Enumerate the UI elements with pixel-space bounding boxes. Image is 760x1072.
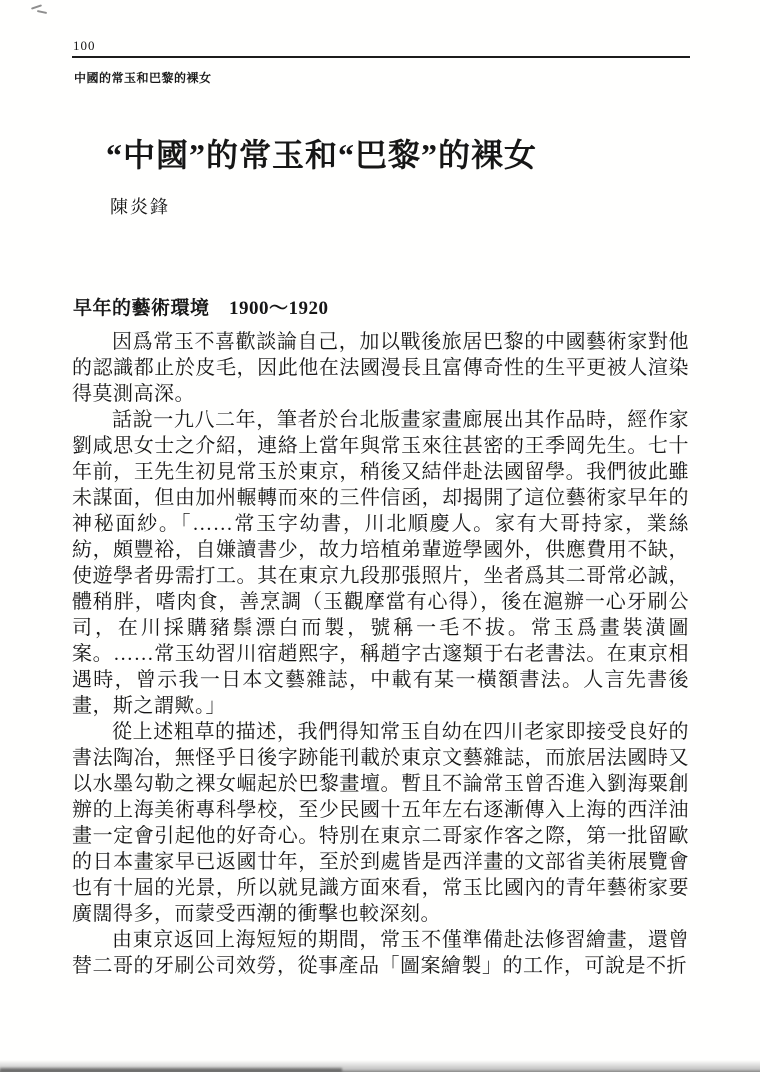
header-rule — [72, 56, 690, 58]
paragraph-4: 由東京返回上海短短的期間，常玉不僅準備赴法修習繪畫，還曾替二哥的牙刷公司效勞，從事產品「圖案繪製」的工作，可說是不折 — [72, 929, 689, 977]
paragraph-3: 從上述粗草的描述，我們得知常玉自幼在四川老家即接受良好的書法陶冶，無怪乎日後字跡能刊載於東京文藝雜誌，而旅居法國時又以水墨勾勒之裸女崛起於巴黎畫壇。暫且不論常玉曾否進入劉海粟創辦的上海美術專科學校，至少民國十五年左右逐漸傳入上海的西洋油畫一定會引起他的好奇心。特別在東京二哥家作客之際，第一批留歐的日本畫家早已返國廿年，至於到處皆是西洋畫的文部省美術展覽會也有十屆的光景，所以就見識方面來看，常玉比國內的青年藝術家要廣闊得多，而蒙受西潮的衝擊也較深刻。 — [72, 721, 689, 925]
section-heading: 早年的藝術環境 1900～1920 — [73, 298, 329, 319]
scan-mark-artifact — [30, 3, 50, 17]
author-name: 陳炎鋒 — [110, 197, 170, 217]
running-header: 中國的常玉和巴黎的裸女 — [74, 71, 212, 85]
article-body — [72, 329, 689, 979]
paragraph-2: 話說一九八二年，筆者於台北版畫家畫廊展出其作品時，經作家劉咸思女士之介紹，連絡上當年與常玉來往甚密的王季岡先生。七十年前，王先生初見常玉於東京，稍後又結伴赴法國留學。我們彼此雖未謀面，但由加州輾轉而來的三件信函，却揭開了這位藝術家早年的神秘面紗。「……常玉字幼書，川北順慶人。家有大哥持家，業絲紡，頗豐裕，自嫌讀書少，故力培植弟輩遊學國外，供應費用不缺，使遊學者毋需打工。其在東京九段那張照片，坐者爲其二哥常必誠，體稍胖，嗜肉食，善烹調（玉觀摩當有心得），後在滬辦一心牙刷公司，在川採購豬鬃漂白而製，號稱一毛不拔。常玉爲畫裝潢圖案。……常玉幼習川宿趙熙字，稱趙字古邃類于右老書法。在東京相遇時，曾示我一日本文藝雜誌，中載有某一橫額書法。人言先書後畫，斯之謂歟。」 — [72, 409, 689, 717]
paragraph-1: 因爲常玉不喜歡談論自己，加以戰後旅居巴黎的中國藝術家對他的認識都止於皮毛，因此他在法國漫長且富傳奇性的生平更被人渲染得莫測高深。 — [72, 331, 689, 405]
scan-edge-shadow — [0, 1060, 760, 1072]
page-number: 100 — [73, 38, 96, 53]
article-title: “中國”的常玉和“巴黎”的裸女 — [106, 137, 538, 173]
